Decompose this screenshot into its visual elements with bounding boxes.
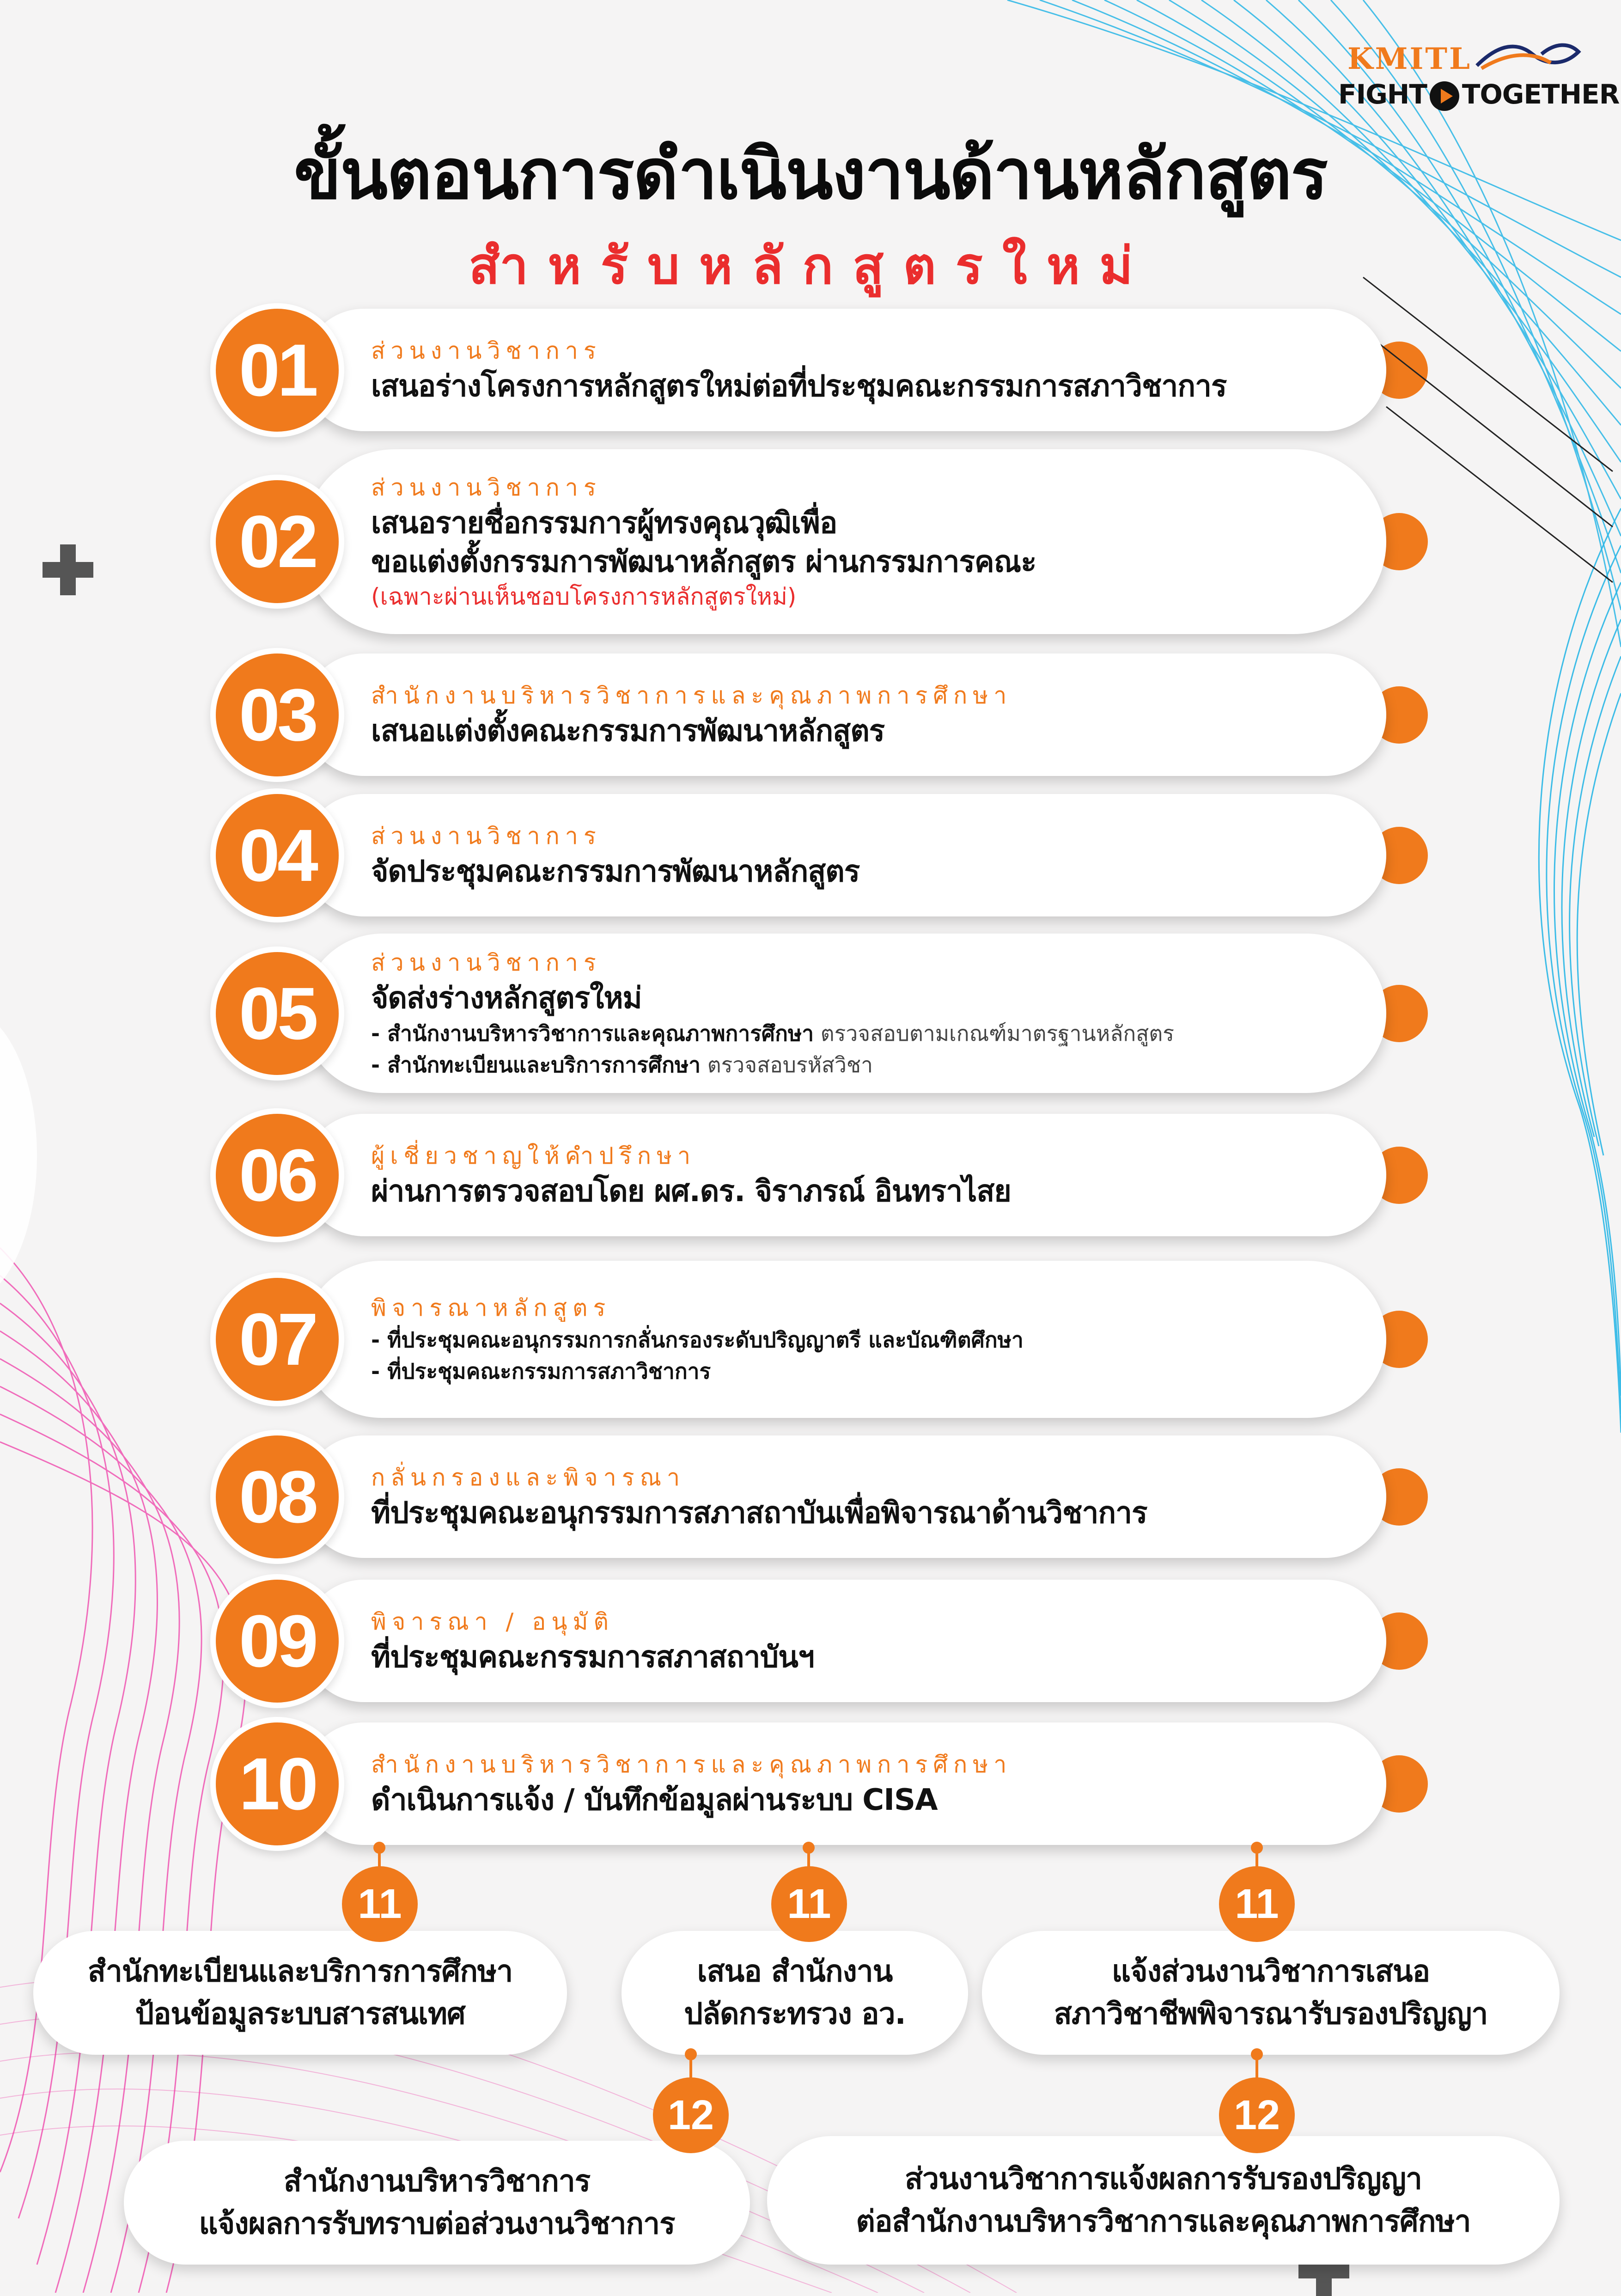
step-card-09: [303, 1580, 1386, 1702]
box-line2: สภาวิชาชีพพิจารณารับรองปริญญา: [1054, 1997, 1488, 2031]
step-category: สำนักงานบริหารวิชาการและคุณภาพการศึกษา: [371, 682, 1012, 709]
step-card-06: [303, 1114, 1386, 1236]
step11-box-ministry: [622, 1931, 968, 2055]
step11-number-badge: 11: [1219, 1866, 1295, 1942]
step-main-text-line1: เสนอรายชื่อกรรมการผู้ทรงคุณวุฒิเพื่อ: [371, 506, 837, 540]
step-bullet: [371, 1018, 1340, 1049]
bullet-bold-text: - สำนักทะเบียนและบริการการศึกษา: [371, 1052, 701, 1077]
step-bullet: [371, 1356, 1340, 1387]
step12-number-badge: 12: [653, 2077, 729, 2153]
bullet-bold-text: - ที่ประชุมคณะกรรมการสภาวิชาการ: [371, 1359, 711, 1384]
box-line1: ส่วนงานวิชาการแจ้งผลการรับรองปริญญา: [905, 2162, 1422, 2196]
step-main-text: ที่ประชุมคณะอนุกรรมการสภาสถาบันเพื่อพิจารณาด้านวิชาการ: [371, 1496, 1147, 1530]
connector-dot: [685, 2048, 697, 2060]
step-card-07: [303, 1261, 1386, 1418]
step-main-text-line2: ขอแต่งตั้งกรรมการพัฒนาหลักสูตร ผ่านกรรมการคณะ: [371, 545, 1036, 579]
box-line2: ป้อนข้อมูลระบบสารสนเทศ: [135, 1997, 465, 2031]
step11-box-registrar: [33, 1931, 567, 2055]
plus-decoration-icon: [43, 544, 93, 595]
step-card-10: [303, 1722, 1386, 1845]
step-number-badge: 06: [210, 1108, 344, 1242]
box-line1: สำนักทะเบียนและบริการการศึกษา: [87, 1954, 513, 1989]
step-note: (เฉพาะผ่านเห็นชอบโครงการหลักสูตรใหม่): [371, 583, 797, 610]
step-main-text: เสนอร่างโครงการหลักสูตรใหม่ต่อที่ประชุมคณะกรรมการสภาวิชาการ: [371, 369, 1227, 403]
step-number-badge: 01: [210, 303, 344, 437]
step-category: ส่วนงานวิชาการ: [371, 337, 602, 364]
bullet-light-text: ตรวจสอบตามเกณฑ์มาตรฐานหลักสูตร: [820, 1020, 1174, 1046]
step-card-05: [303, 934, 1386, 1093]
box-line1: เสนอ สำนักงาน: [697, 1954, 893, 1989]
step-card-01: [303, 309, 1386, 431]
step-card-03: [303, 653, 1386, 776]
step-number-badge: 05: [210, 946, 344, 1081]
step12-box-degree-result: [767, 2136, 1560, 2265]
step11-number-badge: 11: [771, 1866, 847, 1942]
step-main-text: ดำเนินการแจ้ง / บันทึกข้อมูลผ่านระบบ CISA: [371, 1783, 938, 1817]
page-subtitle: สำหรับหลักสูตรใหม่: [469, 236, 1152, 295]
step12-number-badge: 12: [1219, 2077, 1295, 2153]
step-card-02: [303, 449, 1386, 634]
step-number-badge: 10: [210, 1717, 344, 1851]
kmitl-fight-together-logo: [1338, 28, 1620, 120]
box-line2: แจ้งผลการรับทราบต่อส่วนงานวิชาการ: [199, 2207, 675, 2241]
step-category: ส่วนงานวิชาการ: [371, 822, 602, 849]
bullet-bold-text: - สำนักงานบริหารวิชาการและคุณภาพการศึกษา: [371, 1020, 814, 1046]
box-line1: แจ้งส่วนงานวิชาการเสนอ: [1111, 1954, 1430, 1989]
logo-tagline: [1338, 79, 1619, 111]
step-category: กลั่นกรองและพิจารณา: [371, 1464, 686, 1491]
step-main-text: จัดประชุมคณะกรรมการพัฒนาหลักสูตร: [371, 854, 860, 889]
step-bullet: [371, 1324, 1340, 1356]
logo-swoosh-icon: [1472, 33, 1583, 75]
connector-dot: [1251, 2048, 1263, 2060]
step-number-badge: 07: [210, 1272, 344, 1406]
step-main-text: จัดส่งร่างหลักสูตรใหม่: [371, 981, 642, 1015]
step11-number-badge: 11: [342, 1866, 418, 1942]
step-category: พิจารณา / อนุมัติ: [371, 1608, 614, 1635]
box-line1: สำนักงานบริหารวิชาการ: [283, 2164, 591, 2198]
step-main-text: เสนอแต่งตั้งคณะกรรมการพัฒนาหลักสูตร: [371, 714, 885, 748]
step-main-text: ผ่านการตรวจสอบโดย ผศ.ดร. จิราภรณ์ อินทราไสย: [371, 1174, 1011, 1209]
step-category: ส่วนงานวิชาการ: [371, 474, 602, 501]
play-icon: [1430, 81, 1459, 111]
step-number-badge: 02: [210, 475, 344, 609]
step-category: ส่วนงานวิชาการ: [371, 949, 602, 976]
step-number-badge: 09: [210, 1574, 344, 1708]
step-card-04: [303, 794, 1386, 916]
logo-fight-text: FIGHT: [1338, 79, 1427, 110]
step-card-08: [303, 1435, 1386, 1558]
bullet-light-text: ตรวจสอบรหัสวิชา: [707, 1052, 873, 1077]
step-number-badge: 04: [210, 788, 344, 922]
step-number-badge: 03: [210, 648, 344, 782]
step-category: พิจารณาหลักสูตร: [371, 1295, 611, 1321]
step-bullet: [371, 1049, 1340, 1081]
logo-together-text: TOGETHER: [1462, 79, 1620, 110]
step11-box-professional-council: [982, 1931, 1560, 2055]
step-main-text: ที่ประชุมคณะกรรมการสภาสถาบันฯ: [371, 1640, 814, 1674]
step-number-badge: 08: [210, 1430, 344, 1564]
logo-kmitl-text: KMITL: [1347, 42, 1472, 76]
box-line2: ปลัดกระทรวง อว.: [684, 1997, 906, 2031]
step-category: สำนักงานบริหารวิชาการและคุณภาพการศึกษา: [371, 1751, 1012, 1778]
step-category: ผู้เชี่ยวชาญให้คำปรึกษา: [371, 1142, 696, 1169]
bullet-bold-text: - ที่ประชุมคณะอนุกรรมการกลั่นกรองระดับปริญญาตรี และบัณฑิตศึกษา: [371, 1327, 1024, 1352]
page-title: ขั้นตอนการดำเนินงานด้านหลักสูตร: [293, 134, 1328, 215]
step12-box-academic-office: [124, 2141, 750, 2265]
box-line2: ต่อสำนักงานบริหารวิชาการและคุณภาพการศึกษา: [856, 2204, 1471, 2239]
